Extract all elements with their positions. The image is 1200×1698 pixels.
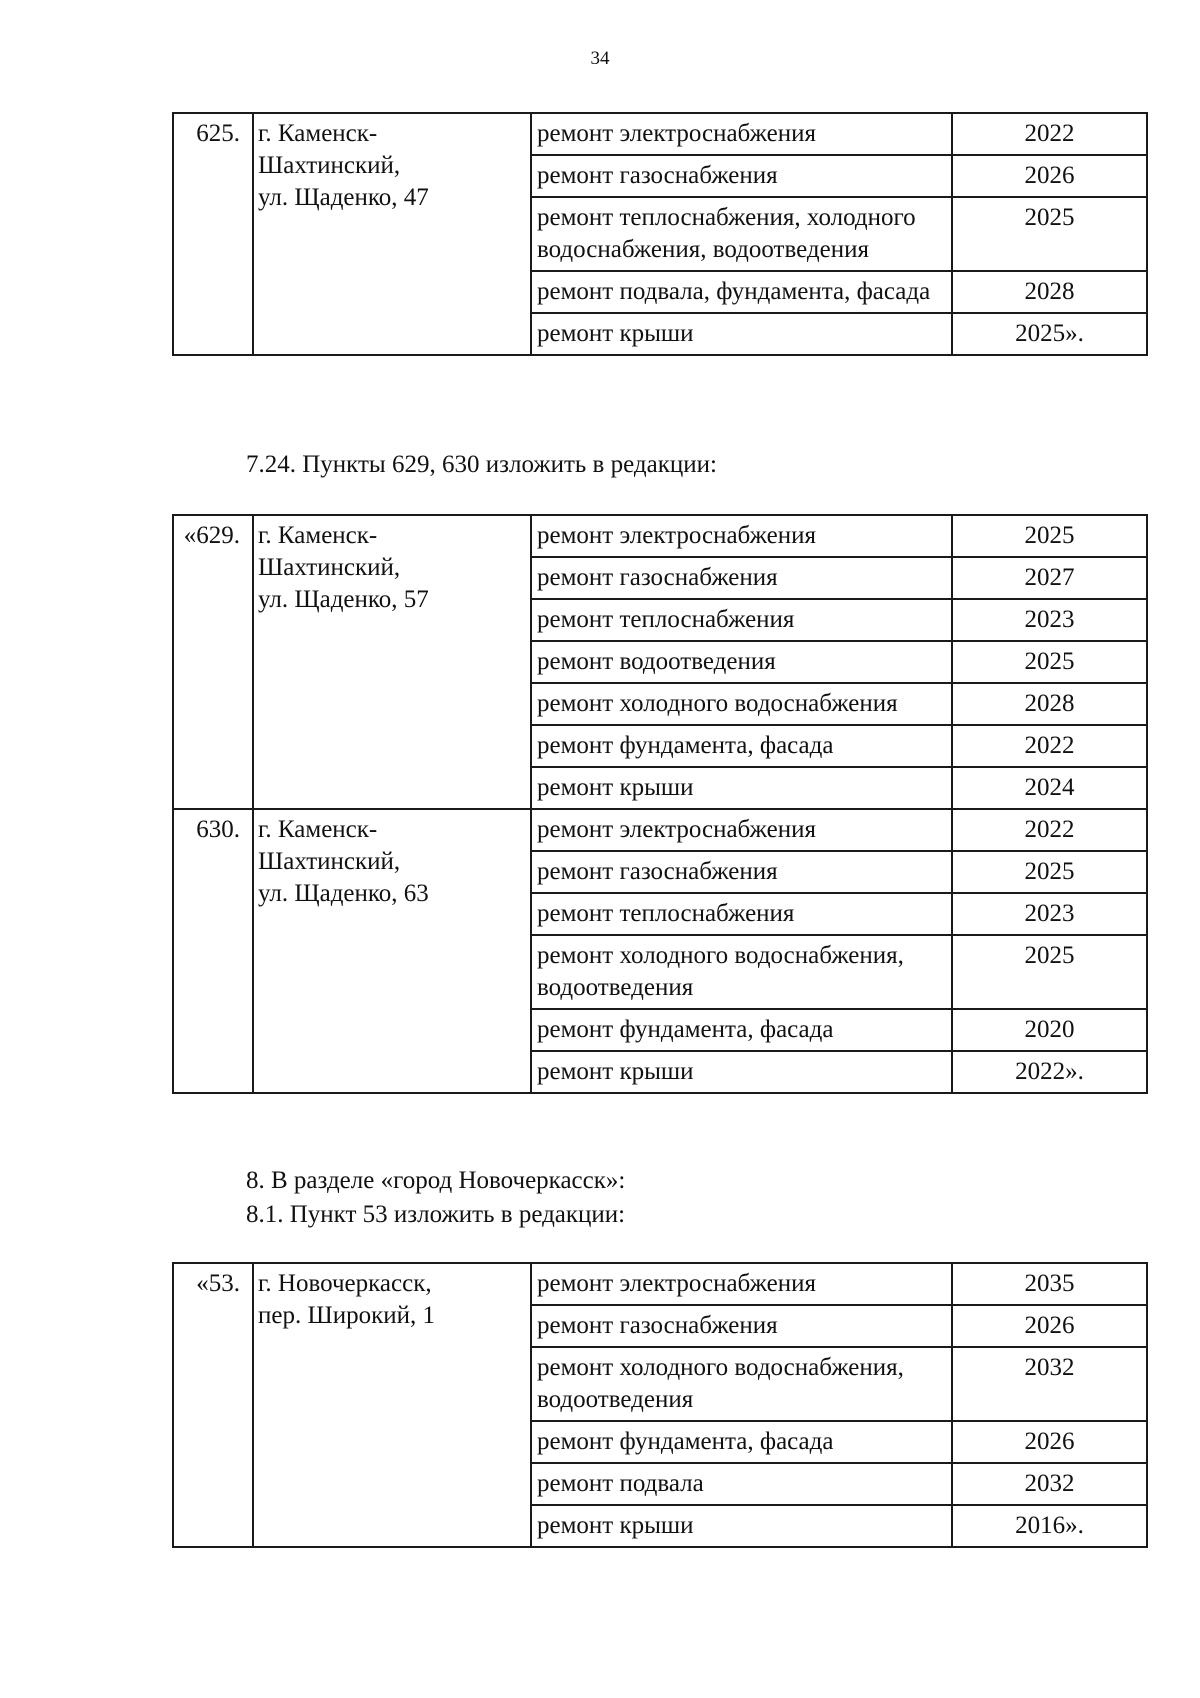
year-cell: 2025	[952, 641, 1147, 683]
repair-schedule-table-629-630	[172, 514, 1148, 1094]
repair-schedule-table-625	[172, 112, 1148, 356]
year-cell: 2025».	[952, 313, 1147, 355]
table-row	[173, 1263, 1147, 1305]
year-cell: 2022	[952, 725, 1147, 767]
work-type-cell: ремонт холодного водоснабжения, водоотведения	[531, 1347, 952, 1421]
item-number: «629.	[173, 515, 253, 809]
work-type-cell: ремонт теплоснабжения, холодного водоснабжения, водоотведения	[531, 197, 952, 271]
year-cell: 2022	[952, 809, 1147, 851]
work-type-cell: ремонт теплоснабжения	[531, 893, 952, 935]
year-cell: 2026	[952, 1305, 1147, 1347]
table-row	[173, 809, 1147, 851]
year-cell: 2020	[952, 1009, 1147, 1051]
year-cell: 2025	[952, 851, 1147, 893]
address-cell: г. Каменск- Шахтинский, ул. Щаденко, 63	[253, 809, 531, 1093]
item-number: «53.	[173, 1263, 253, 1547]
work-type-cell: ремонт газоснабжения	[531, 155, 952, 197]
paragraph-8: 8. В разделе «город Новочеркасск»:	[246, 1167, 626, 1194]
address-cell: г. Каменск- Шахтинский, ул. Щаденко, 57	[253, 515, 531, 809]
year-cell: 2022».	[952, 1051, 1147, 1093]
year-cell: 2023	[952, 599, 1147, 641]
year-cell: 2025	[952, 197, 1147, 271]
year-cell: 2032	[952, 1463, 1147, 1505]
work-type-cell: ремонт фундамента, фасада	[531, 1009, 952, 1051]
paragraph-8-1: 8.1. Пункт 53 изложить в редакции:	[246, 1201, 626, 1228]
work-type-cell: ремонт электроснабжения	[531, 515, 952, 557]
work-type-cell: ремонт холодного водоснабжения, водоотведения	[531, 935, 952, 1009]
work-type-cell: ремонт крыши	[531, 767, 952, 809]
year-cell: 2026	[952, 1421, 1147, 1463]
year-cell: 2024	[952, 767, 1147, 809]
table-row	[173, 113, 1147, 155]
work-type-cell: ремонт подвала	[531, 1463, 952, 1505]
work-type-cell: ремонт водоотведения	[531, 641, 952, 683]
year-cell: 2025	[952, 935, 1147, 1009]
year-cell: 2026	[952, 155, 1147, 197]
work-type-cell: ремонт электроснабжения	[531, 809, 952, 851]
address-cell: г. Новочеркасск, пер. Широкий, 1	[253, 1263, 531, 1547]
item-number: 630.	[173, 809, 253, 1093]
work-type-cell: ремонт теплоснабжения	[531, 599, 952, 641]
year-cell: 2025	[952, 515, 1147, 557]
work-type-cell: ремонт газоснабжения	[531, 851, 952, 893]
work-type-cell: ремонт крыши	[531, 1051, 952, 1093]
year-cell: 2028	[952, 683, 1147, 725]
address-cell: г. Каменск- Шахтинский, ул. Щаденко, 47	[253, 113, 531, 355]
year-cell: 2035	[952, 1263, 1147, 1305]
year-cell: 2016».	[952, 1505, 1147, 1547]
year-cell: 2023	[952, 893, 1147, 935]
item-number: 625.	[173, 113, 253, 355]
work-type-cell: ремонт подвала, фундамента, фасада	[531, 271, 952, 313]
work-type-cell: ремонт крыши	[531, 1505, 952, 1547]
year-cell: 2028	[952, 271, 1147, 313]
year-cell: 2022	[952, 113, 1147, 155]
page-number: 34	[590, 48, 610, 69]
work-type-cell: ремонт газоснабжения	[531, 1305, 952, 1347]
paragraph-7-24: 7.24. Пункты 629, 630 изложить в редакции:	[246, 451, 717, 478]
work-type-cell: ремонт фундамента, фасада	[531, 1421, 952, 1463]
table-row	[173, 515, 1147, 557]
repair-schedule-table-53	[172, 1262, 1148, 1548]
work-type-cell: ремонт электроснабжения	[531, 1263, 952, 1305]
year-cell: 2032	[952, 1347, 1147, 1421]
work-type-cell: ремонт газоснабжения	[531, 557, 952, 599]
year-cell: 2027	[952, 557, 1147, 599]
work-type-cell: ремонт холодного водоснабжения	[531, 683, 952, 725]
work-type-cell: ремонт фундамента, фасада	[531, 725, 952, 767]
work-type-cell: ремонт крыши	[531, 313, 952, 355]
work-type-cell: ремонт электроснабжения	[531, 113, 952, 155]
